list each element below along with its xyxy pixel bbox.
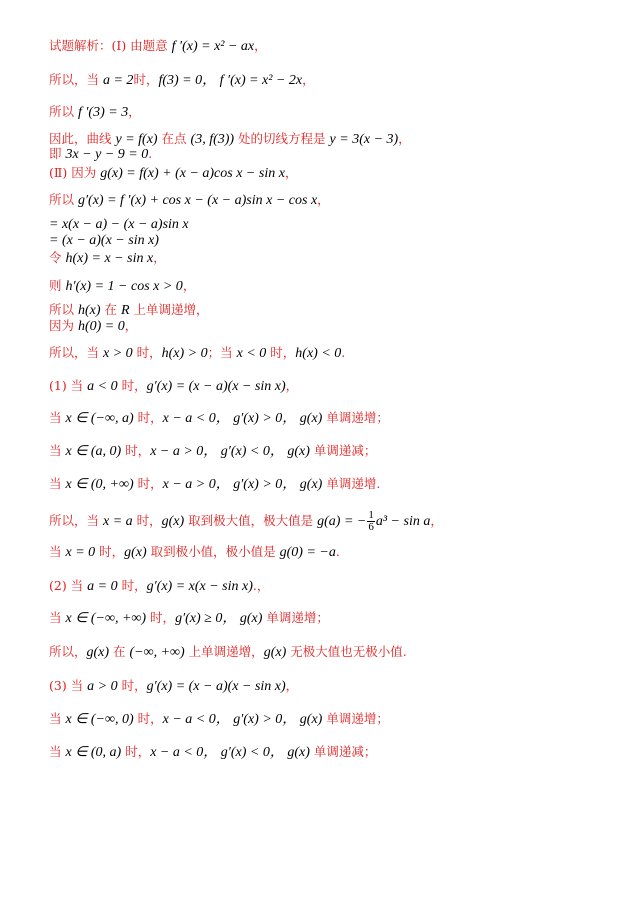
solution-text: ，	[285, 678, 299, 693]
math-expression: g(a) = −	[317, 514, 367, 529]
math-expression: a = 2	[102, 73, 134, 88]
solution-text: 单调递增；	[322, 410, 389, 425]
solution-line	[49, 711, 389, 728]
solution-text: 上单调递增，	[129, 302, 209, 317]
solution-line	[49, 165, 297, 182]
math-expression: (−∞, +∞)	[129, 645, 185, 660]
math-expression: g(x)	[124, 545, 147, 560]
solution-line	[49, 318, 137, 335]
solution-text: 当	[49, 711, 66, 726]
solution-text: 时，	[132, 513, 162, 528]
solution-text: 单调递减；	[309, 443, 377, 458]
solution-text: 所以，当	[49, 345, 103, 360]
solution-text: 时，	[121, 443, 151, 458]
solution-text: 当	[49, 544, 66, 559]
solution-text: 在点	[157, 131, 191, 146]
solution-text: 在	[109, 644, 130, 659]
solution-text: (1) 当	[49, 378, 88, 393]
solution-text: 所以	[49, 104, 78, 119]
math-expression: g′(x) = (x − a)(x − sin x)	[146, 379, 286, 394]
solution-text: 单调递减；	[309, 744, 377, 759]
solution-text: 令	[49, 250, 66, 265]
solution-text: 则	[49, 278, 66, 293]
math-expression: x ∈ (−∞, a)	[65, 411, 134, 426]
math-expression: g(x)	[86, 645, 110, 660]
solution-text: ，	[285, 378, 299, 393]
math-expression: x − a > 0， g′(x) < 0， g(x)	[150, 444, 310, 459]
solution-line	[49, 216, 189, 233]
math-expression: x − a < 0， g′(x) > 0， g(x)	[162, 411, 323, 426]
math-expression: h(x)	[77, 303, 101, 318]
math-expression: a³ − sin a	[375, 514, 431, 529]
solution-text: 无极大值也无极小值.	[286, 644, 407, 659]
math-expression: y = f(x)	[115, 132, 158, 147]
solution-text: 试题解析：(Ⅰ) 由题意	[49, 38, 172, 53]
math-expression: x < 0	[236, 346, 267, 361]
solution-line	[49, 544, 340, 561]
solution-text: 单调递增；	[322, 711, 389, 726]
solution-line	[49, 744, 376, 761]
math-expression: x − a < 0， g′(x) < 0， g(x)	[150, 745, 310, 760]
math-expression: y = 3(x − 3)	[329, 132, 399, 147]
solution-text: 因此，曲线	[49, 131, 116, 146]
math-expression: g(x)	[161, 514, 185, 529]
solution-line	[49, 443, 376, 460]
solution-text: 当	[49, 610, 66, 625]
solution-text: 所以，	[49, 644, 87, 659]
math-expression: g(x) = f(x) + (x − a)cos x − sin x	[100, 166, 285, 181]
solution-line	[49, 410, 389, 427]
math-expression: x = a	[102, 514, 133, 529]
solution-text: ，	[317, 192, 330, 207]
solution-text: 取到极小值，极小值是	[146, 544, 280, 559]
solution-text: 时，	[117, 678, 147, 693]
solution-text: 时，	[133, 72, 159, 87]
solution-text: ；当	[207, 345, 237, 360]
solution-line	[49, 104, 141, 121]
fraction-denominator: 6	[368, 521, 374, 533]
solution-text: 时，	[133, 410, 163, 425]
solution-text: 单调递增；	[262, 610, 329, 625]
math-expression: 3x − y − 9 = 0	[65, 147, 149, 162]
math-expression: x ∈ (0, a)	[65, 745, 122, 760]
solution-text: 上单调递增，	[184, 644, 264, 659]
math-expression: x > 0	[102, 346, 133, 361]
solution-line	[49, 644, 407, 661]
solution-line	[49, 510, 443, 533]
math-expression: g′(x) = x(x − sin x)	[146, 579, 253, 594]
math-expression: a < 0	[87, 379, 118, 394]
solution-text: 时，	[121, 744, 151, 759]
solution-line	[49, 232, 159, 249]
math-expression: g(x)	[263, 645, 287, 660]
solution-line	[49, 146, 152, 163]
solution-text: ，	[284, 165, 298, 180]
solution-text: .	[341, 345, 346, 360]
solution-text: (Ⅱ) 因为	[49, 165, 101, 180]
math-expression: g′(x) = f ′(x) + cos x − (x − a)sin x − cos x	[77, 193, 318, 208]
fraction-numerator: 1	[368, 509, 374, 521]
solution-text: ，	[254, 38, 267, 53]
solution-text: 在	[100, 302, 121, 317]
math-expression: h(x) < 0	[295, 346, 342, 361]
math-expression: g(0) = −a	[279, 545, 336, 560]
solution-text: ，	[302, 72, 315, 87]
solution-text: 时，	[132, 345, 162, 360]
math-expression: x ∈ (−∞, 0)	[65, 712, 134, 727]
solution-text: 时，	[146, 610, 176, 625]
fraction	[367, 510, 375, 533]
solution-text: (3) 当	[49, 678, 88, 693]
solution-text: 所以	[49, 192, 78, 207]
solution-text: 因为	[49, 318, 78, 333]
math-expression: x = 0	[65, 545, 96, 560]
solution-text: (2) 当	[49, 578, 88, 593]
solution-text: 时，	[133, 711, 163, 726]
math-expression: x − a > 0， g′(x) > 0， g(x)	[162, 477, 323, 492]
solution-text: 所以	[49, 302, 78, 317]
solution-text: ，	[153, 250, 166, 265]
solution-text: ，	[182, 278, 196, 293]
solution-line	[49, 250, 166, 267]
math-expression: x ∈ (−∞, +∞)	[65, 611, 147, 626]
solution-text: ，	[124, 318, 138, 333]
solution-line	[49, 578, 269, 595]
solution-text: 当	[49, 744, 66, 759]
solution-line	[49, 302, 209, 319]
solution-line	[49, 476, 380, 493]
math-expression: f(3) = 0， f ′(x) = x² − 2x	[158, 73, 303, 88]
math-expression: = (x − a)(x − sin x)	[49, 233, 159, 248]
math-expression: x ∈ (0, +∞)	[65, 477, 134, 492]
solution-line	[49, 345, 345, 362]
solution-text: ，	[430, 513, 443, 528]
solution-text: 即	[49, 146, 66, 161]
solution-text: 取到极大值，极大值是	[184, 513, 318, 528]
math-expression: x ∈ (a, 0)	[65, 444, 122, 459]
solution-line	[49, 610, 329, 627]
solution-text: 所以，当	[49, 72, 103, 87]
math-expression: f ′(3) = 3	[77, 105, 129, 120]
math-expression: (3, f(3))	[190, 132, 235, 147]
solution-text: ，	[128, 104, 141, 119]
math-expression: h(0) = 0	[77, 319, 125, 334]
math-expression: h(x) = x − sin x	[65, 251, 154, 266]
math-expression: g′(x) = (x − a)(x − sin x)	[146, 679, 286, 694]
solution-text: 时，	[95, 544, 125, 559]
math-expression: g′(x) ≥ 0， g(x)	[175, 611, 263, 626]
math-expression: = x(x − a) − (x − a)sin x	[49, 217, 189, 232]
solution-text: 处的切线方程是	[234, 131, 330, 146]
solution-text: 单调递增.	[322, 476, 381, 491]
solution-line	[49, 38, 267, 55]
math-expression: x − a < 0， g′(x) > 0， g(x)	[162, 712, 323, 727]
solution-text: 时，	[133, 476, 163, 491]
math-expression: f ′(x) = x² − ax	[171, 39, 255, 54]
solution-text: ，	[398, 131, 411, 146]
math-expression: R	[120, 303, 130, 318]
solution-text: .	[148, 146, 153, 161]
math-expression: h′(x) = 1 − cos x > 0	[65, 279, 183, 294]
solution-line	[49, 278, 195, 295]
solution-text: 当	[49, 410, 66, 425]
solution-line	[49, 378, 298, 395]
solution-line	[49, 72, 315, 89]
solution-text: .，	[252, 578, 270, 593]
solution-text: 当	[49, 443, 66, 458]
solution-text: 时，	[117, 378, 147, 393]
solution-text: 当	[49, 476, 66, 491]
solution-line	[49, 192, 330, 209]
solution-text: 所以，当	[49, 513, 103, 528]
math-expression: h(x) > 0	[161, 346, 208, 361]
math-expression: a = 0	[87, 579, 118, 594]
solution-text: 时，	[117, 578, 147, 593]
solution-line	[49, 678, 298, 695]
solution-text: 时，	[266, 345, 296, 360]
solution-text: .	[335, 544, 340, 559]
math-expression: a > 0	[87, 679, 118, 694]
